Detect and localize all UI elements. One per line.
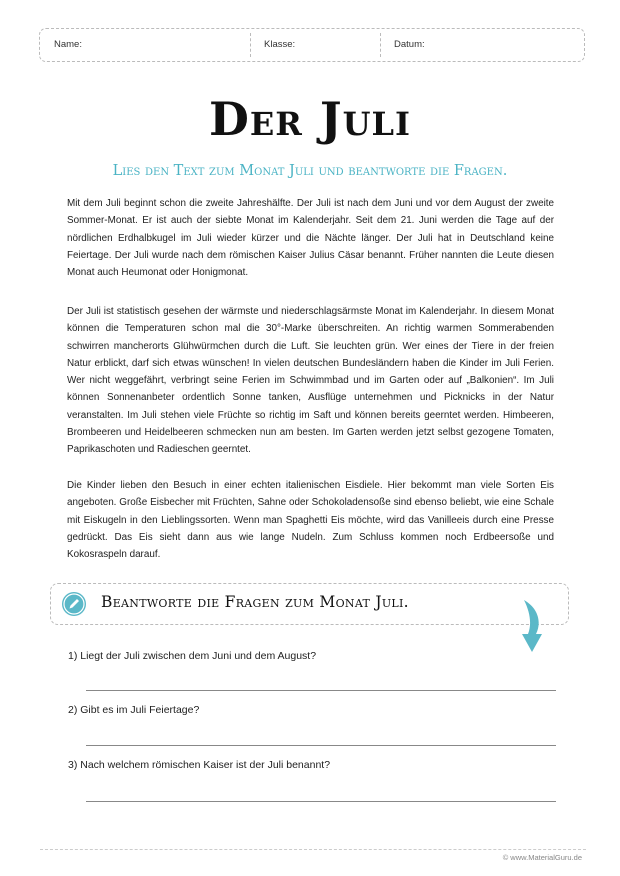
student-info-box [39, 28, 585, 62]
class-field[interactable] [250, 29, 380, 61]
answer-line-3[interactable] [86, 801, 556, 802]
questions-heading: Beantworte die Fragen zum Monat Juli. [101, 593, 409, 611]
class-label: Klasse: [264, 39, 296, 50]
date-label: Datum: [394, 39, 425, 50]
answer-line-2[interactable] [86, 745, 556, 746]
footer-copyright: © www.MaterialGuru.de [502, 853, 582, 862]
name-field[interactable] [40, 29, 250, 61]
questions-header-box [50, 583, 569, 625]
page-subtitle: Lies den Text zum Monat Juli und beantworte die Fragen. [112, 163, 508, 179]
question-1: 1) Liegt der Juli zwischen dem Juni und dem August? [68, 650, 317, 662]
answer-line-1[interactable] [86, 690, 556, 691]
date-field[interactable] [380, 29, 580, 61]
pencil-icon [62, 592, 86, 616]
paragraph-2: Der Juli ist statistisch gesehen der wärmste und niederschlagsärmste Monat im Kalenderjahr. In diesem Monat können die Temperaturen schon mal die 30°-Marke überschreiten. An richtig warmen Sommerabenden schwirren mancherorts Glühwürmchen durch die Luft. Sie leuchten grün. Wer eines der Tiere in der freien Natur erblickt, darf sich etwas wünschen! In vielen deutschen Bundesländern haben die Kinder im Juli Ferien. Wer nicht weggefährt, verbringt seine Ferien im Schwimmbad und im Garten oder auf „Balkonien“. Im Juli können Sonnenanbeter ordentlich Sonne tanken, Ausflüge unternehmen und Picknicks in der Natur veranstalten. Im Juli stehen viele Früchte so richtig im Saft und können bereits geerntet werden. Himbeeren, Brombeeren und Heidelbeeren schmecken nun am besten. Im Garten werden jetzt selbst gezogene Tomaten, Paprikaschoten und Radieschen geerntet. [67, 306, 554, 456]
name-label: Name: [54, 39, 82, 50]
paragraph-3: Die Kinder lieben den Besuch in einer echten italienischen Eisdiele. Hier bekommt man viele Sorten Eis angeboten. Große Eisbecher mit Früchten, Sahne oder Schokoladensoße sind ebenso beliebt, wie eine Schale mit Eiskugeln in den Lieblingssorten. Wenn man Spaghetti Eis möchte, wird das Vanilleeis durch eine Presse gedrückt. Das Eis sieht dann aus wie lange Nudeln. Zum Schluss kommen noch Erdbeersoße und Kokosraspeln darauf. [67, 480, 554, 561]
curved-arrow-down-icon [514, 598, 550, 654]
question-3: 3) Nach welchem römischen Kaiser ist der Juli benannt? [68, 759, 331, 771]
question-2: 2) Gibt es im Juli Feiertage? [68, 704, 200, 716]
page-title: Der Juli [208, 92, 412, 146]
footer-divider [40, 849, 586, 850]
paragraph-1: Mit dem Juli beginnt schon die zweite Jahreshälfte. Der Juli ist nach dem Juni und vor dem August der zweite Sommer-Monat. Er ist auch der siebte Monat im Kalenderjahr. Seit dem 21. Juni werden die Tage auf der nördlichen Erdhalbkugel im Juli wieder kürzer und die Nächte länger. Der Juli hat in Deutschland keine Feiertage. Der Juli wurde nach dem römischen Kaiser Julius Cäsar benannt. Früher nannten die Leute diesen Monat auch Heumonat oder Honigmonat. [67, 198, 554, 279]
